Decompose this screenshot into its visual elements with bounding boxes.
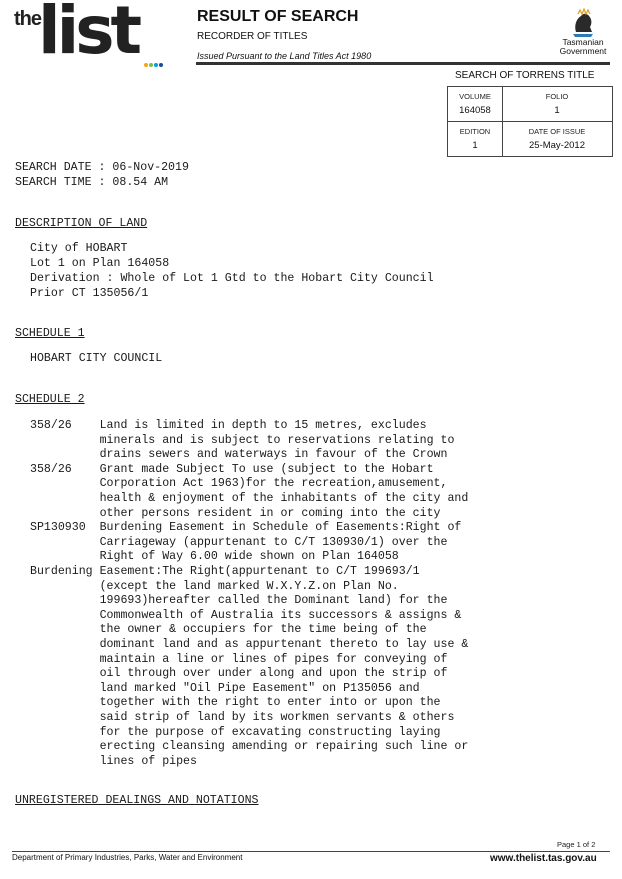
schedule-2-line: (except the land marked W.X.Y.Z.on Plan No.	[30, 579, 399, 593]
description-line: Derivation : Whole of Lot 1 Gtd to the Hobart City Council	[30, 272, 434, 285]
date-of-issue-cell	[502, 122, 612, 156]
unregistered-dealings-heading: UNREGISTERED DEALINGS AND NOTATIONS	[15, 794, 259, 807]
schedule-2-line: dominant land and as appurtenant thereto to lay use &	[30, 638, 469, 651]
search-date: SEARCH DATE : 06-Nov-2019	[15, 161, 189, 174]
logo-list-text: list	[38, 0, 139, 69]
schedule-2-line: drains sewers and waterways in favour of the Crown	[30, 448, 448, 462]
schedule-2-line: for the purpose of excavating constructing laying	[30, 725, 441, 739]
footer-url: www.thelist.tas.gov.au	[490, 853, 597, 864]
description-line: Lot 1 on Plan 164058	[30, 257, 170, 270]
schedule-2-line: Right of Way 6.00 wide shown on Plan 164058	[30, 550, 399, 564]
schedule-2-line: the owner & occupiers for the time being of the	[30, 623, 427, 637]
page-subtitle: RECORDER OF TITLES	[197, 31, 308, 42]
schedule-1-heading: SCHEDULE 1	[15, 327, 85, 340]
edition-label: EDITION	[459, 127, 491, 136]
edition-value: 1	[472, 140, 478, 151]
logo-the-text: the	[14, 8, 41, 30]
folio-cell	[502, 87, 612, 121]
search-of-torrens-title: SEARCH OF TORRENS TITLE	[455, 70, 595, 81]
search-time: SEARCH TIME : 08.54 AM	[15, 176, 169, 189]
schedule-2-line: together with the right to enter into or upon the	[30, 696, 441, 710]
schedule-2-line: SP130930 Burdening Easement in Schedule of Easements:Right of	[30, 521, 462, 535]
description-line: City of HOBART	[30, 242, 128, 255]
schedule-2-line: said strip of land by its workmen servants & others	[30, 711, 455, 724]
box-divider-horizontal	[448, 121, 612, 122]
schedule-2-line: 199693)hereafter called the Dominant land) for the	[30, 594, 448, 608]
header-divider	[196, 62, 610, 65]
lion-crest-icon	[568, 8, 598, 38]
schedule-2-line: oil through over under along and upon the strip of	[30, 667, 448, 681]
schedule-2-line: minerals and is subject to reservations relating to	[30, 433, 455, 447]
gov-line-1: Tasmanian	[562, 37, 604, 47]
footer-divider	[12, 851, 610, 852]
schedule-2-line: lines of pipes	[30, 754, 197, 768]
logo-dot	[159, 63, 163, 67]
thelist-logo	[14, 0, 154, 69]
description-heading: DESCRIPTION OF LAND	[15, 217, 148, 230]
act-reference: Issued Pursuant to the Land Titles Act 1980	[197, 51, 372, 61]
volume-cell	[448, 87, 502, 121]
schedule-2-heading: SCHEDULE 2	[15, 393, 85, 406]
date-of-issue-label: DATE OF ISSUE	[528, 127, 586, 136]
schedule-2-line: erecting cleansing amending or repairing such line or	[30, 740, 469, 754]
page-number: Page 1 of 2	[557, 840, 596, 849]
date-of-issue-value: 25-May-2012	[529, 140, 585, 151]
volume-label: VOLUME	[459, 92, 491, 101]
logo-dot	[144, 63, 148, 67]
logo-dot	[154, 63, 158, 67]
schedule-2-line: 358/26 Grant made Subject To use (subject to the Hobart	[30, 462, 434, 476]
schedule-2-line: health & enjoyment of the inhabitants of the city and	[30, 492, 469, 505]
logo-dot	[149, 63, 153, 67]
schedule-2-line: 358/26 Land is limited in depth to 15 metres, excludes	[30, 419, 427, 432]
volume-value: 164058	[459, 105, 491, 116]
folio-label: FOLIO	[545, 92, 569, 101]
schedule-2-line: land marked "Oil Pipe Easement" on P135056 and	[30, 681, 420, 695]
schedule-2-line: maintain a line or lines of pipes for conveying of	[30, 652, 448, 666]
schedule-2-line: Corporation Act 1963)for the recreation,amusement,	[30, 477, 448, 491]
footer-department: Department of Primary Industries, Parks, Water and Environment	[12, 853, 243, 862]
schedule-2-line: other persons resident in or coming into the city	[30, 506, 441, 520]
tasmanian-government-crest	[548, 8, 618, 62]
edition-cell	[448, 122, 502, 156]
title-reference-box	[447, 86, 613, 157]
schedule-2-line: Carriageway (appurtenant to C/T 130930/1) over the	[30, 535, 448, 549]
description-line: Prior CT 135056/1	[30, 287, 149, 300]
folio-value: 1	[554, 105, 560, 116]
gov-line-2: Government	[559, 46, 607, 56]
schedule-2-line: Commonwealth of Australia its successors & assigns &	[30, 608, 462, 622]
schedule-1-owner: HOBART CITY COUNCIL	[30, 352, 163, 365]
page-title: RESULT OF SEARCH	[197, 8, 359, 25]
logo-dots	[144, 54, 164, 72]
schedule-2-line: Burdening Easement:The Right(appurtenant to C/T 199693/1	[30, 565, 420, 578]
